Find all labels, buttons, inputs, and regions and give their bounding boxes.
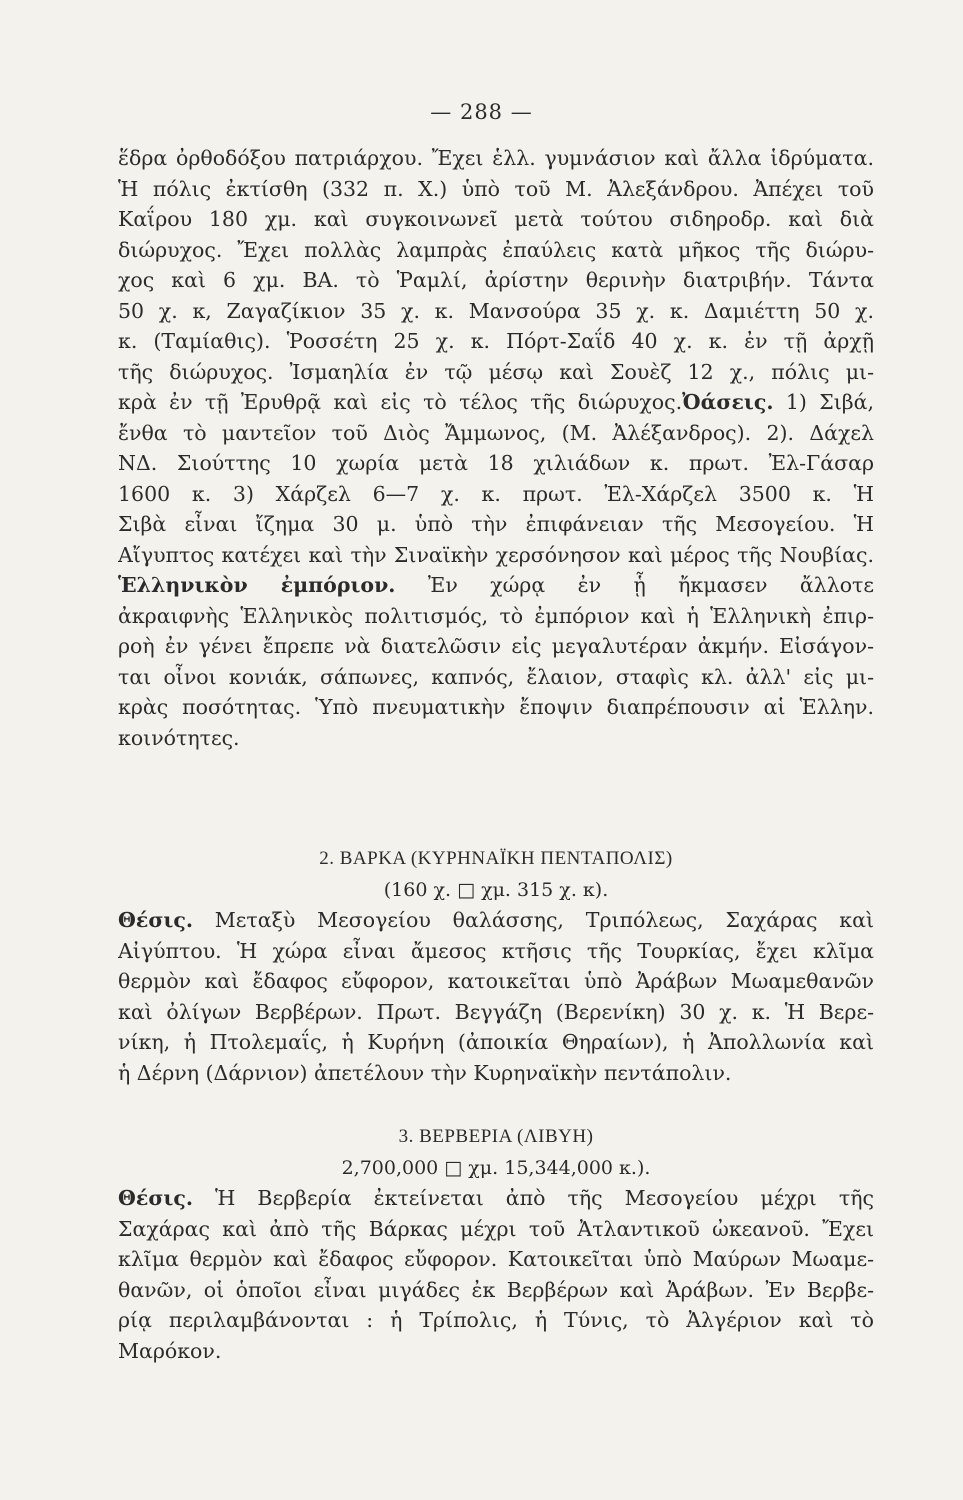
text-line-thesis (118, 1183, 874, 1214)
text-line: Καΐρου 180 χμ. καὶ συγκοινωνεῖ μετὰ τούτου σιδηροδρ. καὶ διὰ (118, 207, 874, 231)
text-line: 50 χ. κ, Ζαγαζίκιον 35 χ. κ. Μανσούρα 35 χ. κ. Δαμιέττη 50 χ. (118, 298, 874, 323)
text-line: καὶ ὀλίγων Βερβέρων. Πρωτ. Βεγγάζη (Βερενίκη) 30 χ. κ. Ἡ Βερε- (118, 999, 874, 1024)
text-fragment: 1) Σιβά, (773, 390, 874, 414)
text-fragment: κρὰ ἐν τῇ Ἐρυθρᾷ καὶ εἰς τὸ τέλος τῆς διώρυχος. (118, 390, 683, 414)
emporion-label: Ἑλληνικὸν ἐμπόριον. (118, 573, 396, 597)
text-line: κ. (Ταμίαθις). Ῥοσσέτη 25 χ. κ. Πόρτ-Σαΐδ 40 χ. κ. ἐν τῇ ἀρχῇ (118, 329, 874, 353)
text-line: κοινότητες. (118, 725, 240, 750)
text-line: Σιβὰ εἶναι ἴζημα 30 μ. ὑπὸ τὴν ἐπιφάνειαν τῆς Μεσογείου. Ἡ (118, 512, 874, 536)
text-line: ἀκραιφνὴς Ἑλληνικὸς πολιτισμός, τὸ ἐμπόριον καὶ ἡ Ἑλληνικὴ ἐπιρ- (118, 603, 874, 628)
text-line: θερμὸν καὶ ἔδαφος εὔφορον, κατοικεῖται ὑπὸ Ἀράβων Μωαμεθανῶν (118, 969, 874, 993)
text-line: χος καὶ 6 χμ. ΒΑ. τὸ Ῥαμλί, ἀρίστην θερινὴν διατριβήν. Τάντα (118, 268, 874, 292)
thesis-label: Θέσις. (118, 1186, 193, 1210)
page-number: — 288 — (430, 100, 533, 124)
text-line: ρίᾳ περιλαμβάνονται : ἡ Τρίπολις, ἡ Τύνις, τὸ Ἀλγέριον καὶ τὸ (118, 1308, 874, 1332)
text-line: ἡ Δέρνη (Δάρνιον) ἀπετέλουν τὴν Κυρηναϊκὴν πεντάπολιν. (118, 1060, 732, 1085)
text-line: κρὰς ποσότητας. Ὑπὸ πνευματικὴν ἔποψιν διαπρέπουσιν αἱ Ἑλλην. (118, 695, 874, 719)
text-line-oaseis (118, 387, 874, 418)
text-line: Αἴγυπτος κατέχει καὶ τὴν Σιναϊκὴν χερσόνησον καὶ μέρος τῆς Νουβίας. (118, 542, 874, 567)
text-line: Ἡ πόλις ἐκτίσθη (332 π. Χ.) ὑπὸ τοῦ Μ. Ἀλεξάνδρου. Ἀπέχει τοῦ (118, 176, 874, 201)
text-line: ΝΔ. Σιούττης 10 χωρία μετὰ 18 χιλιάδων κ. πρωτ. Ἐλ-Γάσαρ (118, 451, 874, 475)
text-line: ροὴ ἐν γένει ἔπρεπε νὰ διατελῶσιν εἰς μεγαλυτέραν ἀκμήν. Εἰσάγον- (118, 634, 874, 658)
text-line: 1600 κ. 3) Χάρζελ 6—7 χ. κ. πρωτ. Ἐλ-Χάρζελ 3500 κ. Ἡ (118, 481, 874, 506)
section-barka (118, 844, 874, 1088)
text-line-emporion (118, 570, 874, 601)
section-heading: 2. ΒΑΡΚΑ (ΚΥΡΗΝΑΪΚΗ ΠΕΝΤΑΠΟΛΙΣ) (319, 848, 673, 869)
text-line: διώρυχος. Ἔχει πολλὰς λαμπρὰς ἐπαύλεις κατὰ μῆκος τῆς διώρυ- (118, 237, 874, 262)
text-line: θανῶν, οἱ ὁποῖοι εἶναι μιγάδες ἐκ Βερβέρων καὶ Ἀράβων. Ἐν Βερβε- (118, 1277, 874, 1302)
section-heading: 3. ΒΕΡΒΕΡΙΑ (ΛΙΒΥΗ) (398, 1126, 594, 1147)
text-fragment: Μεταξὺ Μεσογείου θαλάσσης, Τριπόλεως, Σαχάρας καὶ (192, 908, 874, 932)
text-line: ἕδρα ὀρθοδόξου πατριάρχου. Ἔχει ἑλλ. γυμνάσιον καὶ ἄλλα ἱδρύματα. (118, 146, 874, 170)
text-fragment: Ἡ Βερβερία ἐκτείνεται ἀπὸ τῆς Μεσογείου μέχρι τῆς (192, 1186, 874, 1210)
text-line: ται οἶνοι κονιάκ, σάπωνες, καπνός, ἔλαιον, σταφὶς κλ. ἀλλ' εἰς μι- (118, 664, 874, 689)
text-line: ἔνθα τὸ μαντεῖον τοῦ Διὸς Ἄμμωνος, (Μ. Ἀλέξανδρος). 2). Δάχελ (118, 420, 874, 445)
thesis-label: Θέσις. (118, 908, 193, 932)
text-line: κλῖμα θερμὸν καὶ ἔδαφος εὔφορον. Κατοικεῖται ὑπὸ Μαύρων Μωαμε- (118, 1247, 874, 1271)
section-subheading: 2,700,000 □ χμ. 15,344,000 κ.). (341, 1156, 651, 1179)
text-line: Μαρόκον. (118, 1338, 222, 1363)
oaseis-label: Ὀάσεις. (682, 390, 774, 414)
section-egypt (118, 143, 874, 753)
text-line: Σαχάρας καὶ ἀπὸ τῆς Βάρκας μέχρι τοῦ Ἀτλαντικοῦ ὠκεανοῦ. Ἔχει (118, 1216, 874, 1241)
section-subheading: (160 χ. □ χμ. 315 χ. κ). (383, 878, 609, 901)
text-line: νίκη, ἡ Πτολεμαΐς, ἡ Κυρήνη (ἀποικία Θηραίων), ἡ Ἀπολλωνία καὶ (118, 1030, 874, 1054)
text-line-thesis (118, 905, 874, 936)
text-line: Αἰγύπτου. Ἡ χώρα εἶναι ἄμεσος κτῆσις τῆς Τουρκίας, ἔχει κλῖμα (118, 938, 874, 963)
text-line: τῆς διώρυχος. Ἰσμαηλία ἐν τῷ μέσῳ καὶ Σουὲζ 12 χ., πόλις μι- (118, 359, 874, 384)
section-berberia (118, 1122, 874, 1366)
text-fragment: Ἐν χώρᾳ ἐν ᾗ ἤκμασεν ἄλλοτε (395, 573, 874, 597)
